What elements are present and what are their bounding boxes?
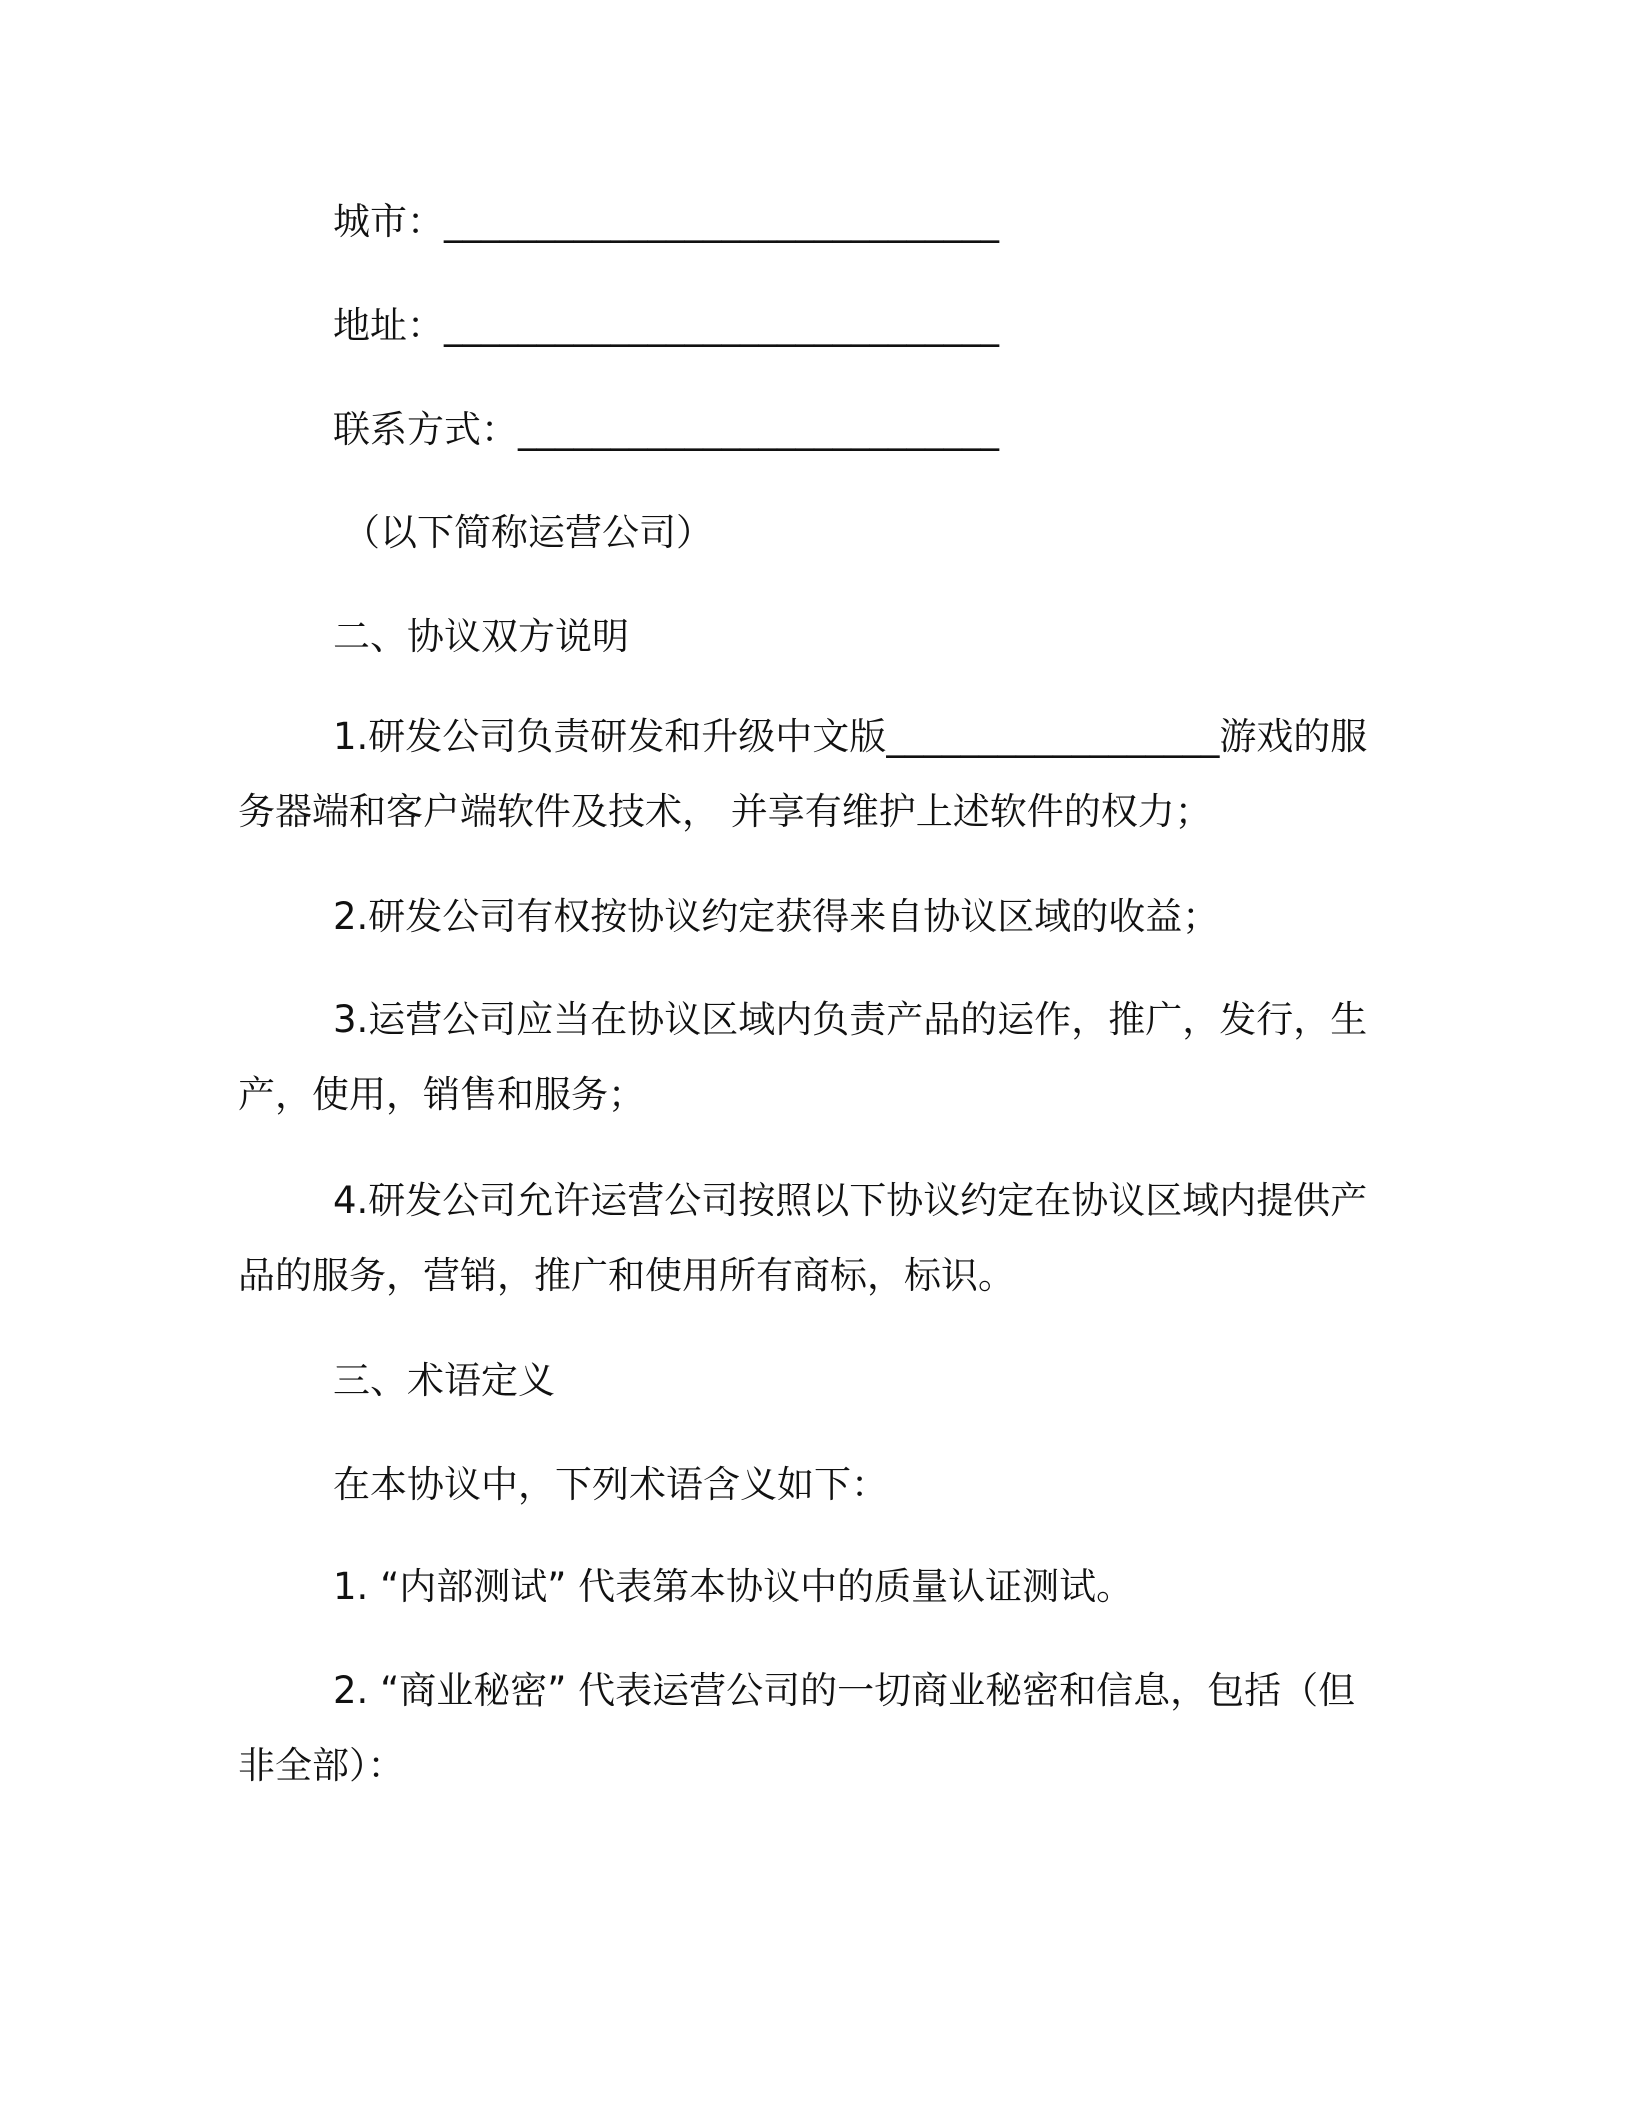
item1-blank: __________________	[886, 715, 1220, 758]
contact-blank: __________________________	[518, 408, 999, 451]
city-blank: ______________________________	[444, 200, 999, 243]
item1-text-b: 游戏的服	[1219, 715, 1368, 758]
contact-label: 联系方式：	[333, 408, 518, 451]
address-field-row	[333, 301, 999, 351]
item1-text-a: 1.研发公司负责研发和升级中文版	[333, 715, 887, 758]
section3-def2-line2: 非全部）：	[238, 1744, 405, 1787]
section2-item3-line1: 3.运营公司应当在协议区域内负责产品的运作，推广，发行，生	[333, 998, 1368, 1041]
section2-item4-line1: 4.研发公司允许运营公司按照以下协议约定在协议区域内提供产	[333, 1179, 1368, 1222]
section2-item4-line2: 品的服务，营销，推广和使用所有商标，标识。	[238, 1254, 1015, 1297]
section2-item1-line2: 务器端和客户端软件及技术， 并享有维护上述软件的权力；	[238, 790, 1212, 833]
address-blank: ______________________________	[444, 304, 999, 347]
section3-def2-line1: 2. “商业秘密” 代表运营公司的一切商业秘密和信息，包括（但	[333, 1669, 1356, 1712]
section2-heading: 二、协议双方说明	[333, 615, 629, 658]
city-label: 城市：	[333, 200, 444, 243]
city-field-row	[333, 197, 999, 247]
section2-item1-line1	[333, 712, 1367, 762]
abbreviation-note: （以下简称运营公司）	[343, 511, 713, 554]
section2-item3-line2: 产，使用，销售和服务；	[238, 1073, 645, 1116]
section3-heading: 三、术语定义	[333, 1359, 555, 1402]
section3-intro: 在本协议中，下列术语含义如下：	[333, 1463, 888, 1506]
contact-field-row	[333, 405, 999, 455]
section3-def1: 1. “内部测试” 代表第本协议中的质量认证测试。	[333, 1565, 1134, 1608]
address-label: 地址：	[333, 304, 444, 347]
section2-item2: 2.研发公司有权按协议约定获得来自协议区域的收益；	[333, 895, 1220, 938]
